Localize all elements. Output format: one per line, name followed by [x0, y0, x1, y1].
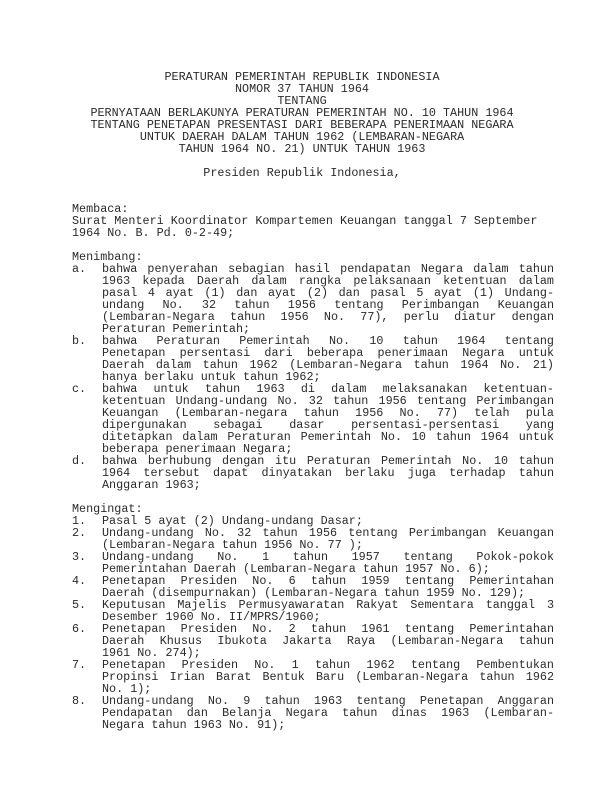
item-line: bahwa penyerahan sebagian hasil pendapatan Negara dalam tahun: [102, 263, 554, 275]
item-line: Daerah (disempurnakan) (Lembaran-Negara tahun 1959 No. 129);: [102, 586, 526, 600]
section-membaca: [72, 203, 554, 239]
document-body: [72, 203, 554, 731]
item-content: [102, 575, 554, 599]
item-content: [102, 263, 554, 335]
title-line: TENTANG PENETAPAN PRESENTASI DARI BEBERAPA PENERIMAAN NEGARA: [90, 118, 514, 132]
item-line: Undang-undang No. 1 tahun 1957 tentang Pokok-pokok: [102, 551, 554, 563]
section-menimbang: [72, 251, 554, 491]
item-line: undang No. 32 tahun 1956 tentang Perimbangan Keuangan: [102, 299, 554, 311]
item-marker: 6.: [72, 622, 87, 636]
item-line: Desember 1960 No. II/MPRS/1960;: [102, 610, 321, 624]
item-content: [102, 551, 554, 575]
item-content: [102, 335, 554, 383]
item-line: 1961 No. 274);: [102, 646, 201, 660]
item-line: Pemerintahan Daerah (Lembaran-Negara tahun 1957 No. 6);: [102, 562, 490, 576]
mengingat-item-4: [72, 575, 554, 599]
item-line: Daerah Khusus Ibukota Jakarta Raya (Lembaran-Negara tahun: [102, 635, 554, 647]
menimbang-item-c: [72, 383, 554, 455]
mengingat-item-3: [72, 551, 554, 575]
item-line: Pasal 5 ayat (2) Undang-undang Dasar;: [102, 514, 363, 528]
title-line: NOMOR 37 TAHUN 1964: [235, 82, 369, 96]
section-label-menimbang: Menimbang:: [72, 250, 143, 264]
section-label-membaca: Membaca:: [72, 202, 129, 216]
menimbang-item-b: [72, 335, 554, 383]
item-content: [102, 695, 554, 731]
mengingat-item-7: [72, 659, 554, 695]
membaca-line: Surat Menteri Koordinator Kompartemen Keuangan tanggal 7 September: [72, 214, 538, 228]
mengingat-item-8: [72, 695, 554, 731]
title-line: TAHUN 1964 NO. 21) UNTUK TAHUN 1963: [178, 142, 426, 156]
item-marker: 8.: [72, 694, 87, 708]
item-line: Penetapan Presiden No. 6 tahun 1959 tentang Pemerintahan: [102, 575, 554, 587]
item-marker: 1.: [72, 514, 87, 528]
title-line: PERNYATAAN BERLAKUNYA PERATURAN PEMERINTAH NO. 10 TAHUN 1964: [90, 106, 514, 120]
item-line: Undang-undang No. 32 tahun 1956 tentang Perimbangan Keuangan: [102, 527, 554, 539]
title-line: TENTANG: [277, 94, 327, 108]
item-line: Pendapatan dan Belanja Negara tahun dinas 1963 (Lembaran-: [102, 707, 554, 719]
item-line: dipergunakan sebagai dasar persentasi-persentasi yang: [102, 419, 554, 431]
item-line: (Lembaran-Negara tahun 1956 No. 77 );: [102, 538, 363, 552]
item-content: [102, 527, 554, 551]
item-line: Undang-undang No. 9 tahun 1963 tentang Penetapan Anggaran: [102, 695, 554, 707]
item-line: 1963 kepada Daerah dalam rangka pelaksanaan ketentuan dalam: [102, 275, 554, 287]
mengingat-item-5: [72, 599, 554, 623]
item-content: [102, 515, 554, 527]
item-line: Penetapan persentasi dari beberapa penerimaan Negara untuk: [102, 347, 554, 359]
title-line: PERATURAN PEMERINTAH REPUBLIK INDONESIA: [164, 70, 440, 84]
item-line: ketentuan Undang-undang No. 32 tahun 1956 tentang Perimbangan: [102, 395, 554, 407]
spacer: [72, 491, 554, 503]
item-marker: b.: [72, 334, 87, 348]
item-line: Keuangan (Lembaran-negara tahun 1956 No. 77) telah pula: [102, 407, 554, 419]
title-line: UNTUK DAERAH DALAM TAHUN 1962 (LEMBARAN-NEGARA: [139, 130, 465, 144]
item-marker: c.: [72, 382, 87, 396]
item-marker: d.: [72, 454, 87, 468]
item-line: pasal 4 ayat (1) dan ayat (2) dan pasal 5 ayat (1) Undang-: [102, 287, 554, 299]
section-label-mengingat: Mengingat:: [72, 502, 143, 516]
item-line: 1964 tersebut dapat dinyatakan berlaku juga terhadap tahun: [102, 467, 554, 479]
spacer: [72, 239, 554, 251]
item-content: [102, 455, 554, 491]
menimbang-item-d: [72, 455, 554, 491]
document-title: [72, 71, 532, 179]
item-line: Propinsi Irian Barat Bentuk Baru (Lembaran-Negara tahun 1962: [102, 671, 554, 683]
item-marker: 2.: [72, 526, 87, 540]
item-marker: 3.: [72, 550, 87, 564]
item-line: hanya berlaku untuk tahun 1962;: [102, 370, 321, 384]
item-line: No. 1);: [102, 682, 152, 696]
item-line: Negara tahun 1963 No. 91);: [102, 718, 286, 732]
item-line: ditetapkan dalam Peraturan Pemerintah No. 10 tahun 1964 untuk: [102, 431, 554, 443]
item-line: bahwa untuk tahun 1963 di dalam melaksanakan ketentuan-: [102, 383, 554, 395]
item-content: [102, 599, 554, 623]
menimbang-item-a: [72, 263, 554, 335]
membaca-line: 1964 No. B. Pd. 0-2-49;: [72, 226, 235, 240]
preamble: Presiden Republik Indonesia,: [203, 166, 401, 180]
item-content: [102, 659, 554, 695]
item-line: Anggaran 1963;: [102, 478, 201, 492]
item-marker: 4.: [72, 574, 87, 588]
item-line: (Lembaran-Negara tahun 1956 No. 77), perlu diatur dengan: [102, 311, 554, 323]
item-marker: 5.: [72, 598, 87, 612]
item-line: Keputusan Majelis Permusyawaratan Rakyat Sementara tanggal 3: [102, 599, 554, 611]
item-marker: a.: [72, 262, 87, 276]
item-line: beberapa penerimaan Negara;: [102, 442, 293, 456]
item-line: bahwa berhubung dengan itu Peraturan Pemerintah No. 10 tahun: [102, 455, 554, 467]
item-marker: 7.: [72, 658, 87, 672]
item-content: [102, 383, 554, 455]
section-mengingat: [72, 503, 554, 731]
item-line: Daerah dalam tahun 1962 (Lembaran-Negara tahun 1964 No. 21): [102, 359, 554, 371]
item-line: Penetapan Presiden No. 1 tahun 1962 tentang Pembentukan: [102, 659, 554, 671]
item-line: Penetapan Presiden No. 2 tahun 1961 tentang Pemerintahan: [102, 623, 554, 635]
mengingat-item-6: [72, 623, 554, 659]
item-line: Peraturan Pemerintah;: [102, 322, 251, 336]
mengingat-item-1: [72, 515, 554, 527]
item-content: [102, 623, 554, 659]
item-line: bahwa Peraturan Pemerintah No. 10 tahun 1964 tentang: [102, 335, 554, 347]
mengingat-item-2: [72, 527, 554, 551]
